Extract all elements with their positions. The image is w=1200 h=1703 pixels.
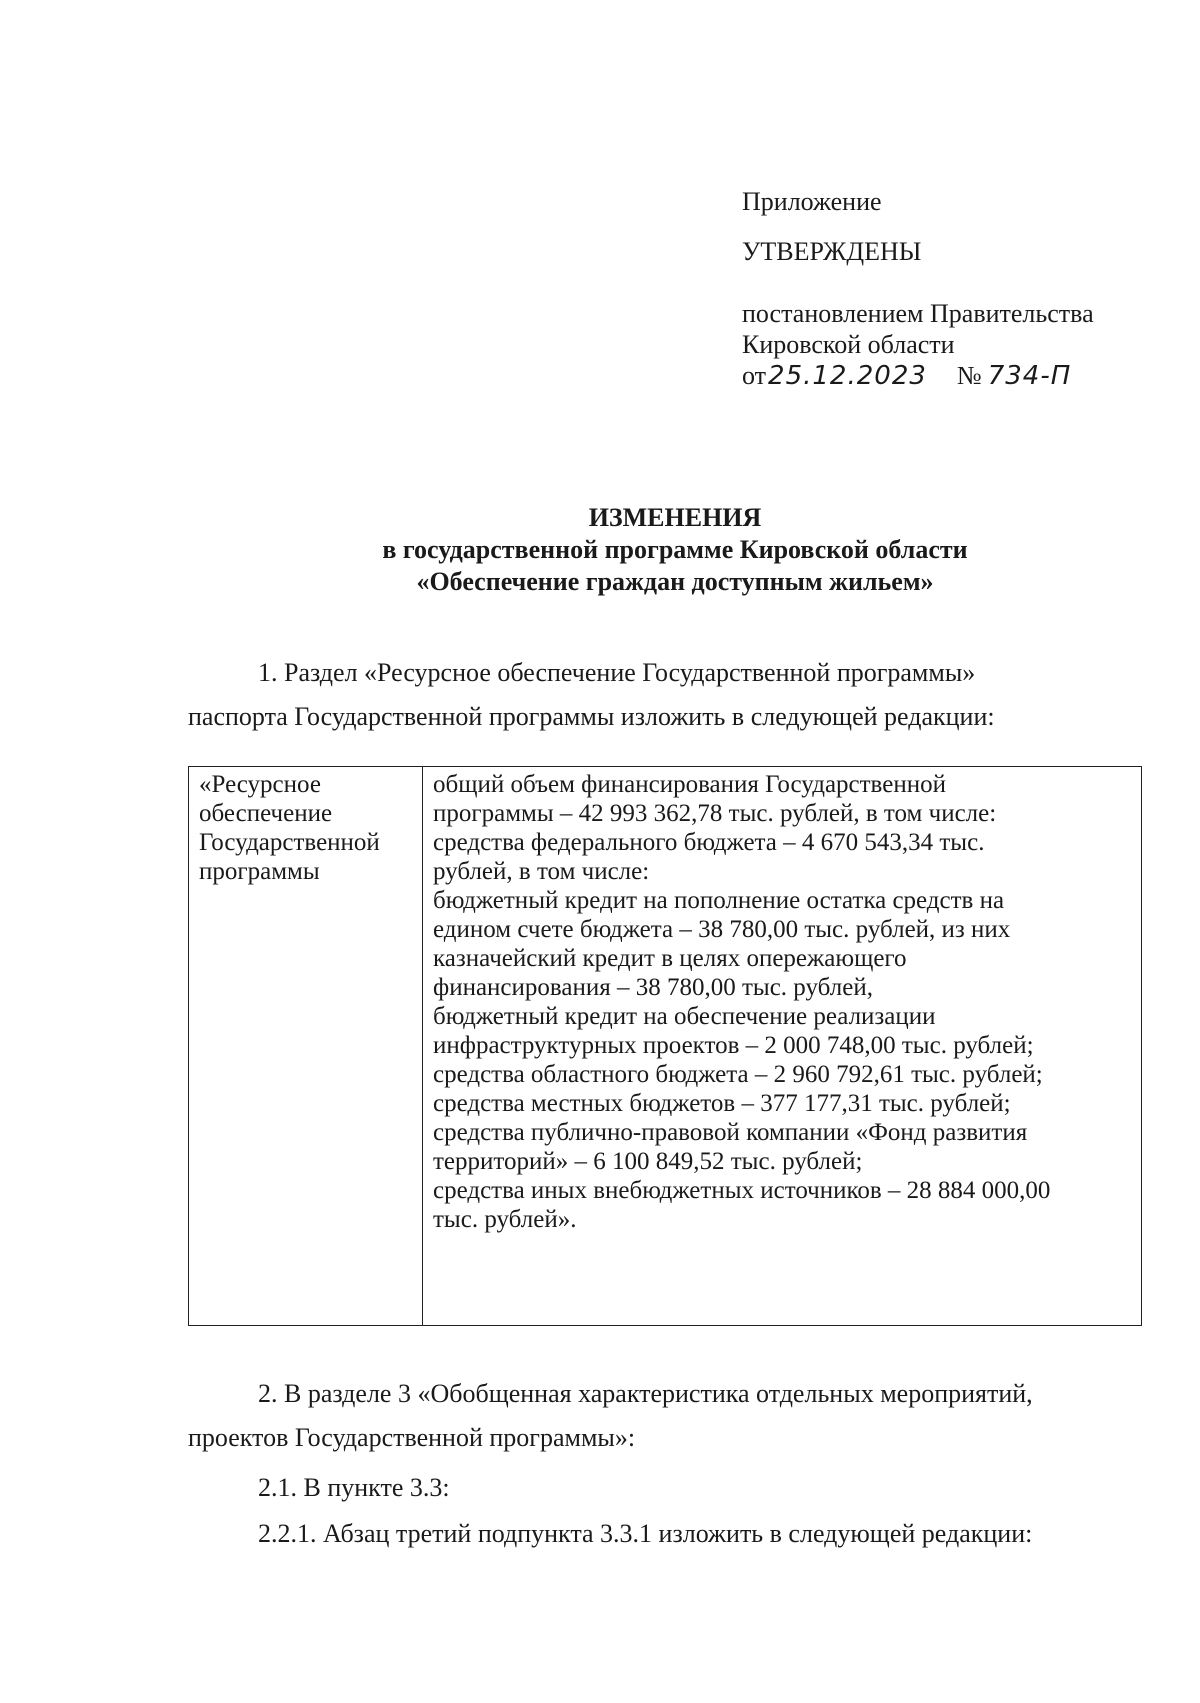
paragraph-2-word: разделе: [307, 1379, 392, 1408]
paragraph-1-word: программы»: [836, 658, 976, 687]
table-label-cell: [189, 767, 423, 1325]
table-value-line: средства иных внебюджетных источников – 28 884 000,00: [433, 1177, 1051, 1204]
table-value-line: бюджетный кредит на обеспечение реализации: [433, 1003, 936, 1030]
table-label-line: программы: [199, 858, 320, 885]
number-prefix: №: [956, 361, 982, 390]
date-prefix: от: [742, 361, 767, 390]
resources-table: [188, 766, 1142, 1326]
table-value-line: средства федерального бюджета – 4 670 543,34 тыс.: [433, 829, 985, 856]
paragraph-2-1-text: 2.1. В пункте 3.3:: [258, 1473, 450, 1502]
table-label-line: обеспечение: [199, 800, 333, 827]
paragraph-1-line-1: [188, 656, 1146, 689]
paragraph-1-word: обеспечение: [497, 658, 636, 687]
title-line-3: «Обеспечение граждан доступным жильем»: [416, 567, 934, 596]
document-title: [0, 502, 1200, 598]
title-line-1: ИЗМЕНЕНИЯ: [588, 503, 762, 532]
table-value-line: средства публично-правовой компании «Фонд развития: [433, 1119, 1028, 1146]
paragraph-2-word: «Обобщенная: [417, 1379, 572, 1408]
table-value-line: тыс. рублей».: [433, 1206, 577, 1233]
paragraph-2-word: отдельных: [756, 1379, 874, 1408]
decree-date-line: [742, 360, 1162, 393]
table-value-line: средства областного бюджета – 2 960 792,61 тыс. рублей;: [433, 1061, 1043, 1088]
paragraph-2-line-2: проектов Государственной программы»:: [188, 1423, 636, 1452]
decree-line-2: Кировской области: [742, 330, 955, 359]
table-value-line: территорий» – 6 100 849,52 тыс. рублей;: [433, 1148, 863, 1175]
paragraph-2-word: характеристика: [578, 1379, 750, 1408]
paragraph-1-word: «Ресурсное: [364, 658, 491, 687]
decree-line-1: постановлением Правительства: [742, 299, 1094, 328]
paragraph-1-word: Государственной: [642, 658, 831, 687]
handwritten-number: 734-П: [987, 361, 1072, 391]
paragraph-1-number: 1.: [258, 658, 278, 687]
paragraph-2-word: 2.: [258, 1379, 278, 1408]
table-value-line: общий объем финансирования Государственной: [433, 771, 946, 798]
paragraph-2: [188, 1377, 1146, 1454]
table-value-line: программы – 42 993 362,78 тыс. рублей, в том числе:: [433, 800, 997, 827]
table-label-line: Государственной: [199, 829, 380, 856]
table-value-line: средства местных бюджетов – 377 177,31 тыс. рублей;: [433, 1090, 1011, 1117]
paragraph-2-word: 3: [397, 1379, 411, 1408]
paragraph-1: [188, 656, 1146, 733]
table-value-line: бюджетный кредит на пополнение остатка средств на: [433, 887, 1005, 914]
table-value-line: рублей, в том числе:: [433, 858, 650, 885]
paragraph-2-1: [188, 1471, 1146, 1504]
paragraph-2-line-1: [188, 1377, 1146, 1410]
paragraph-1-line-2: паспорта Государственной программы изложить в следующей редакции:: [188, 702, 995, 731]
paragraph-1-word: Раздел: [284, 658, 358, 687]
table-value-line: казначейский кредит в целях опережающего: [433, 945, 907, 972]
table-value-line: едином счете бюджета – 38 780,00 тыс. рублей, из них: [433, 916, 1011, 943]
approval-block: [742, 186, 1162, 393]
title-line-2: в государственной программе Кировской области: [382, 535, 968, 564]
table-value-line: финансирования – 38 780,00 тыс. рублей,: [433, 974, 873, 1001]
table-value-cell: [423, 767, 1141, 1325]
approved-label: УТВЕРЖДЕНЫ: [742, 237, 922, 266]
appendix-label: Приложение: [742, 187, 882, 216]
paragraph-2-2-1-text: 2.2.1. Абзац третий подпункта 3.3.1 изложить в следующей редакции:: [258, 1519, 1033, 1548]
handwritten-date: 25.12.2023: [768, 361, 927, 391]
table-value-line: инфраструктурных проектов – 2 000 748,00 тыс. рублей;: [433, 1032, 1034, 1059]
table-label-line: «Ресурсное: [199, 771, 321, 798]
paragraph-2-2-1: [188, 1517, 1146, 1550]
paragraph-2-word: мероприятий,: [880, 1379, 1033, 1408]
paragraph-2-word: В: [284, 1379, 302, 1408]
